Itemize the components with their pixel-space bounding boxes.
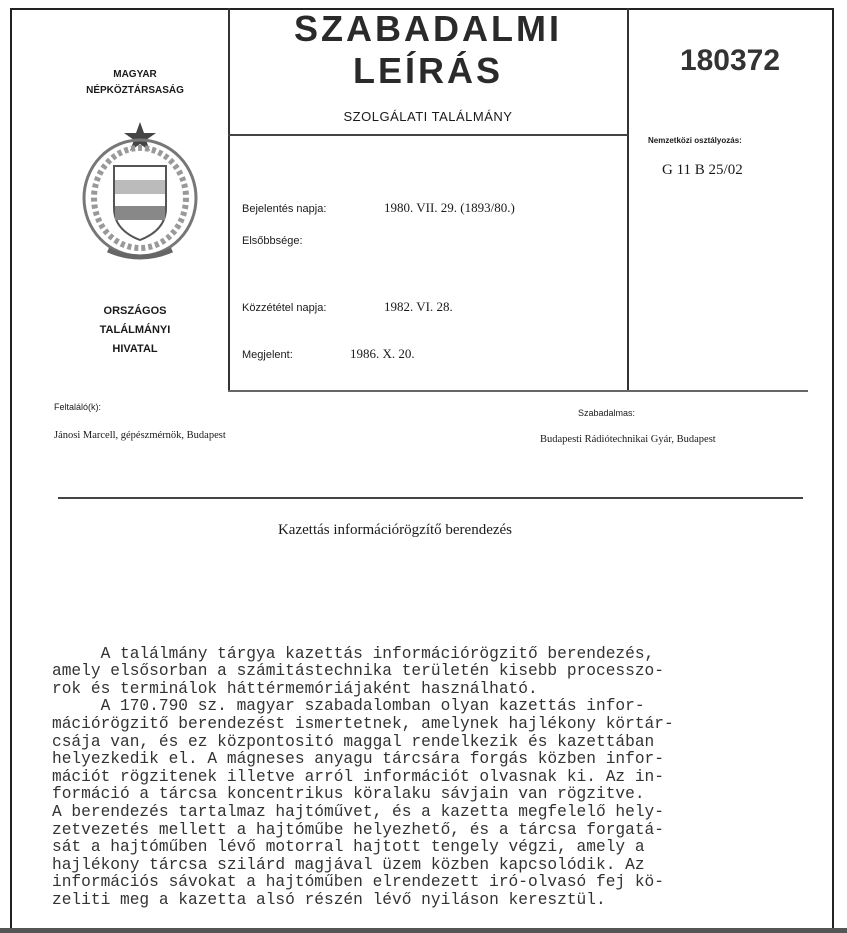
divider	[228, 390, 808, 392]
office-line: TALÁLMÁNYI	[99, 324, 171, 336]
divider	[228, 134, 628, 136]
country-line: NÉPKÖZTÁRSASÁG	[86, 85, 184, 96]
body-line: sát a hajtóműben lévő motorral hajtott tengely végzi, amely a	[52, 838, 645, 857]
issuing-country	[60, 67, 210, 99]
body-line: A 170.790 sz. magyar szabadalomban olyan kazettás infor-	[52, 697, 645, 716]
body-line: formáció a tárcsa koncentrikus köralaku sávjain van rögzitve.	[52, 785, 645, 804]
issuing-office	[60, 302, 210, 359]
title-line: SZABADALMI	[294, 8, 562, 49]
holder-label: Szabadalmas:	[578, 408, 636, 418]
filing-date-label: Bejelentés napja:	[242, 203, 327, 215]
inventor-value: Jánosi Marcell, gépészmérnök, Budapest	[54, 430, 226, 441]
inventor-label: Feltaláló(k):	[54, 402, 102, 412]
body-line: zeliti meg a kazetta alsó részén lévő nyiláson keresztül.	[52, 890, 606, 909]
classification-label: Nemzetközi osztályozás:	[648, 136, 742, 145]
body-line: amely elsősorban a számitástechnika területén kisebb processzo-	[52, 662, 664, 681]
office-line: HIVATAL	[112, 343, 158, 355]
holder-value: Budapesti Rádiótechnikai Gyár, Budapest	[540, 434, 716, 445]
office-line: ORSZÁGOS	[103, 305, 167, 317]
divider	[627, 8, 629, 390]
body-line: mációt rögzitenek illetve arról információt olvasnak ki. Az in-	[52, 767, 664, 786]
body-line: helyezkedik el. A mágneses anyagu tárcsára forgás közben infor-	[52, 750, 664, 769]
body-line: hajlékony tárcsa szilárd magjával üzem közben kapcsolódik. Az	[52, 855, 645, 874]
body-line: A berendezés tartalmaz hajtóművet, és a kazetta megfelelő hely-	[52, 802, 664, 821]
country-line: MAGYAR	[113, 69, 157, 80]
title-line: LEÍRÁS	[352, 50, 503, 91]
filing-date-value: 1980. VII. 29. (1893/80.)	[384, 200, 515, 215]
description-body	[52, 628, 812, 927]
priority-label: Elsőbbsége:	[242, 235, 303, 247]
body-line: zetvezetés mellett a hajtóműbe helyezhető, és a tárcsa forgatá-	[52, 820, 664, 839]
publication-date-value: 1982. VI. 28.	[384, 299, 453, 314]
body-line: rok és terminálok háttérmemóriájaként használható.	[52, 679, 538, 698]
classification-value: G 11 B 25/02	[662, 162, 743, 178]
body-line: csája van, és ez központositó maggal rendelkezik és kazettában	[52, 732, 655, 751]
coat-of-arms-emblem	[78, 118, 202, 268]
bottom-edge	[0, 928, 847, 933]
publication-date-label: Közzététel napja:	[242, 302, 327, 314]
document-subtitle: SZOLGÁLATI TALÁLMÁNY	[343, 109, 513, 124]
issued-date-value: 1986. X. 20.	[350, 346, 415, 361]
issued-date-label: Megjelent:	[242, 349, 293, 361]
patent-number: 180372	[679, 44, 781, 77]
body-line: információs sávokat a hajtóműben elrendezett iró-olvasó fej kö-	[52, 873, 664, 892]
body-line: A találmány tárgya kazettás információrögzitő berendezés,	[52, 644, 655, 663]
document-title	[230, 8, 626, 92]
body-line: mációrögzitő berendezést ismertetnek, amelynek hajlékony körtár-	[52, 714, 674, 733]
divider	[58, 497, 803, 499]
invention-title: Kazettás információrögzítő berendezés	[277, 522, 513, 538]
